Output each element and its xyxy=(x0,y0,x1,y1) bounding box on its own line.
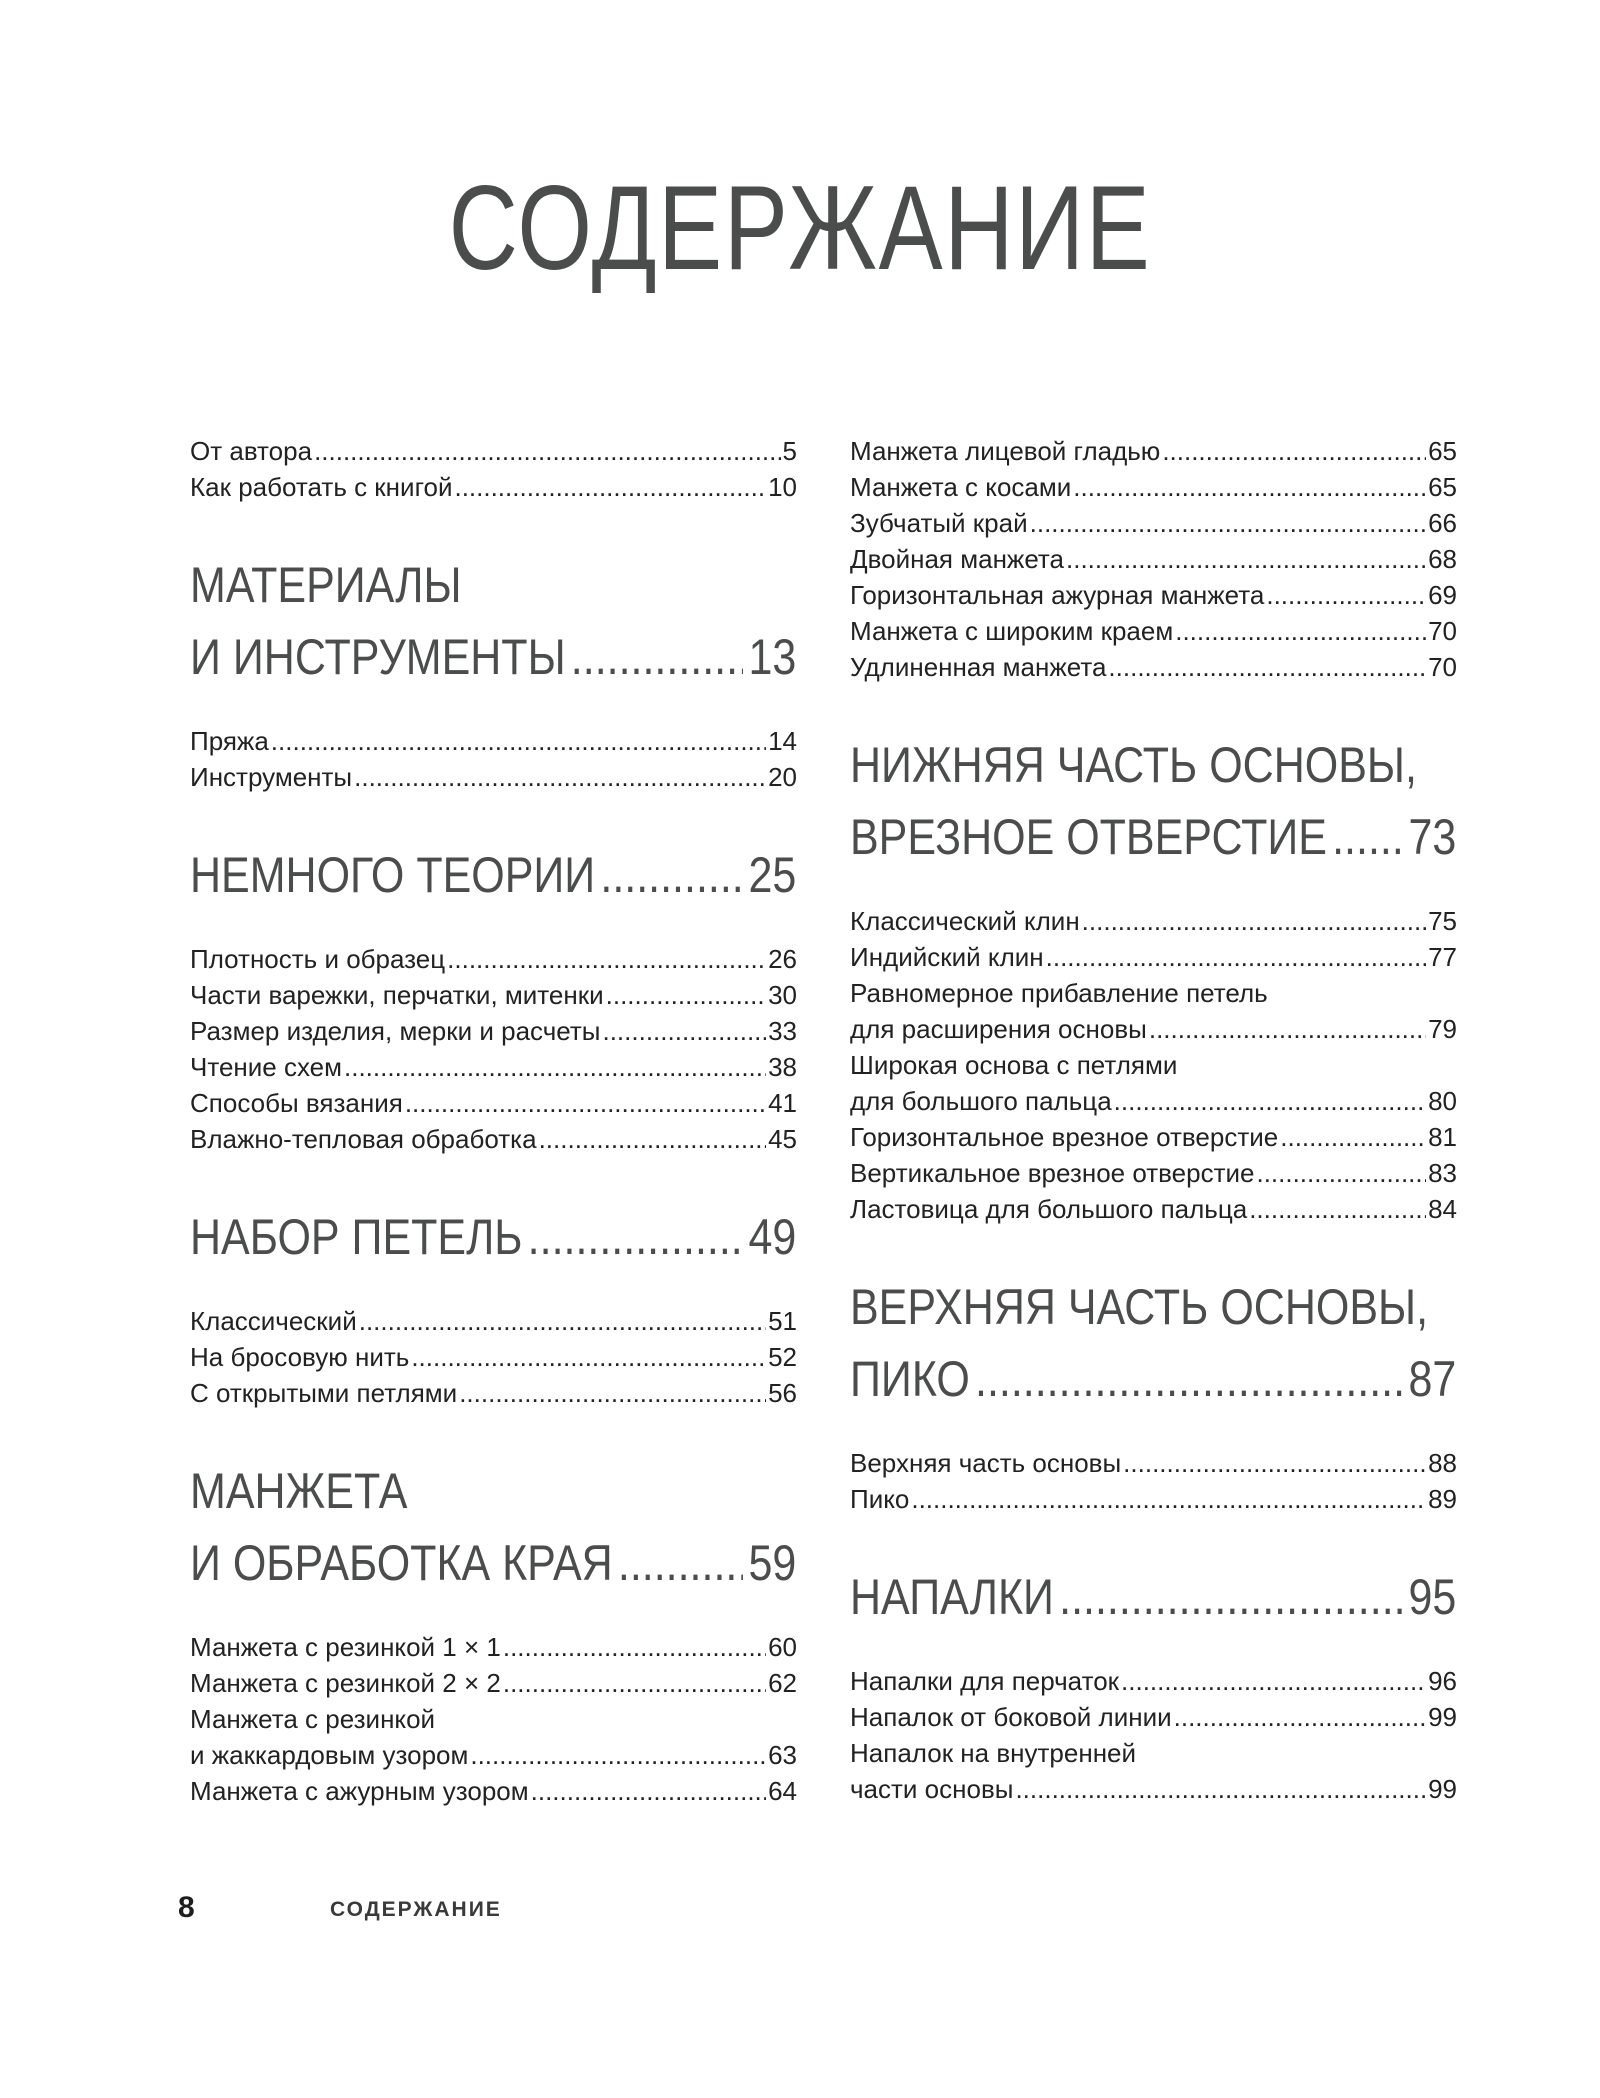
dot-leader xyxy=(1249,1191,1426,1227)
dot-leader xyxy=(447,941,766,977)
toc-entry-label: Манжета с резинкой 1 × 1 xyxy=(190,1632,501,1662)
section-page: 49 xyxy=(748,1209,797,1265)
section-title-line: МАНЖЕТА xyxy=(190,1463,408,1519)
dot-leader xyxy=(1256,1155,1426,1191)
toc-entry-label: Зубчатый край xyxy=(850,508,1028,538)
toc-entry-page: 79 xyxy=(1428,1014,1457,1044)
toc-entry[interactable] xyxy=(850,939,1457,975)
running-head: СОДЕРЖАНИЕ xyxy=(330,1898,502,1921)
toc-entry[interactable] xyxy=(850,903,1457,939)
toc-entry-line: Напалок на внутренней xyxy=(850,1738,1137,1768)
toc-entry-page: 38 xyxy=(768,1052,797,1082)
dot-leader xyxy=(1059,1561,1403,1633)
toc-entry-page: 5 xyxy=(782,436,797,466)
toc-entry-label: Размер изделия, мерки и расчеты xyxy=(190,1016,601,1046)
section-title: И ИНСТРУМЕНТЫ xyxy=(190,629,566,685)
toc-entry-label: для расширения основы xyxy=(850,1014,1147,1044)
toc-entry[interactable] xyxy=(850,1155,1457,1191)
section-title-last-line xyxy=(190,1527,796,1599)
dot-leader xyxy=(600,839,743,911)
toc-entry-page: 69 xyxy=(1428,580,1457,610)
toc-entry[interactable] xyxy=(190,1629,797,1665)
toc-entry-label: Удлиненная манжета xyxy=(850,652,1107,682)
toc-right-column xyxy=(850,433,1457,1807)
page-title: СОДЕРЖАНИЕ xyxy=(448,161,1152,295)
toc-entry[interactable] xyxy=(850,505,1457,541)
toc-entry-page: 99 xyxy=(1428,1774,1457,1804)
toc-entry[interactable] xyxy=(190,1303,797,1339)
section-title-line: ВЕРХНЯЯ ЧАСТЬ ОСНОВЫ, xyxy=(850,1279,1429,1335)
toc-entry-label: Напалки для перчаток xyxy=(850,1666,1120,1696)
toc-entry-label: Способы вязания xyxy=(190,1088,403,1118)
toc-entry[interactable] xyxy=(850,1119,1457,1155)
toc-entry-page: 99 xyxy=(1428,1702,1457,1732)
section-heading[interactable] xyxy=(850,1271,1456,1415)
toc-entry[interactable] xyxy=(190,1773,797,1809)
toc-entry-label: Как работать с книгой xyxy=(190,472,453,502)
toc-entry-line: Манжета с резинкой xyxy=(190,1704,436,1734)
section-title-last-line xyxy=(190,1201,796,1273)
toc-entry[interactable] xyxy=(850,1445,1457,1481)
toc-entry[interactable] xyxy=(190,433,797,469)
dot-leader xyxy=(1082,903,1426,939)
section-page: 59 xyxy=(748,1535,797,1591)
dot-leader xyxy=(271,723,766,759)
page-number: 8 xyxy=(178,1891,195,1924)
toc-entry-page: 81 xyxy=(1428,1122,1457,1152)
toc-entry[interactable] xyxy=(190,1339,797,1375)
toc-entry-page: 30 xyxy=(768,980,797,1010)
toc-entry-page: 70 xyxy=(1428,652,1457,682)
toc-entry[interactable] xyxy=(850,649,1457,685)
toc-entry-label: Двойная манжета xyxy=(850,544,1064,574)
toc-entry-page: 70 xyxy=(1428,616,1457,646)
toc-entry[interactable] xyxy=(850,613,1457,649)
toc-entry[interactable] xyxy=(190,1085,797,1121)
toc-entry-page: 84 xyxy=(1428,1194,1457,1224)
dot-leader xyxy=(618,1527,743,1599)
toc-entry-page: 62 xyxy=(768,1668,797,1698)
dot-leader xyxy=(405,1085,766,1121)
toc-entry-label: Классический xyxy=(190,1306,357,1336)
toc-entry-label: Горизонтальное врезное отверстие xyxy=(850,1122,1279,1152)
toc-entry[interactable] xyxy=(850,577,1457,613)
section-title-line: НИЖНЯЯ ЧАСТЬ ОСНОВЫ, xyxy=(850,737,1417,793)
toc-entry[interactable] xyxy=(190,723,797,759)
toc-entry[interactable] xyxy=(190,1121,797,1157)
toc-entry-page: 75 xyxy=(1428,906,1457,936)
toc-entry-line: Широкая основа с петлями xyxy=(850,1050,1178,1080)
dot-leader xyxy=(1015,1771,1426,1807)
dot-leader xyxy=(1149,1011,1426,1047)
toc-entry[interactable] xyxy=(850,433,1457,469)
section-title: И ОБРАБОТКА КРАЯ xyxy=(190,1535,613,1591)
toc-entry-page: 20 xyxy=(768,762,797,792)
dot-leader xyxy=(1066,541,1426,577)
toc-entry[interactable] xyxy=(850,1481,1457,1517)
toc-entry-page: 89 xyxy=(1428,1484,1457,1514)
section-heading[interactable] xyxy=(190,549,796,693)
section-page: 73 xyxy=(1408,809,1457,865)
toc-entry-page: 56 xyxy=(768,1378,797,1408)
dot-leader xyxy=(1030,505,1426,541)
dot-leader xyxy=(354,759,766,795)
dot-leader xyxy=(503,1665,766,1701)
dot-leader xyxy=(1174,1699,1426,1735)
dot-leader xyxy=(1332,801,1403,873)
toc-entry[interactable] xyxy=(850,469,1457,505)
toc-entry-page: 65 xyxy=(1428,436,1457,466)
toc-entry-label: Индийский клин xyxy=(850,942,1044,972)
toc-entry-page: 80 xyxy=(1428,1086,1457,1116)
dot-leader xyxy=(911,1481,1426,1517)
dot-leader xyxy=(503,1629,766,1665)
toc-entry-label: Классический клин xyxy=(850,906,1080,936)
toc-entry[interactable] xyxy=(850,1191,1457,1227)
dot-leader xyxy=(1266,577,1426,613)
toc-entry[interactable] xyxy=(850,541,1457,577)
toc-entry[interactable] xyxy=(190,977,797,1013)
dot-leader xyxy=(411,1339,766,1375)
dot-leader xyxy=(539,1121,767,1157)
toc-entry-label: Вертикальное врезное отверстие xyxy=(850,1158,1255,1188)
toc-entry-page: 14 xyxy=(768,726,797,756)
toc-entry-page: 10 xyxy=(768,472,797,502)
section-heading[interactable] xyxy=(850,1561,1456,1633)
toc-entry-page: 66 xyxy=(1428,508,1457,538)
section-title-last-line xyxy=(850,1343,1456,1415)
toc-entry-label: Напалок от боковой линии xyxy=(850,1702,1172,1732)
section-title-line: МАТЕРИАЛЫ xyxy=(190,557,462,613)
dot-leader xyxy=(1123,1445,1426,1481)
toc-entry-label: Пико xyxy=(850,1484,910,1514)
toc-entry-label: Манжета с резинкой 2 × 2 xyxy=(190,1668,501,1698)
dot-leader xyxy=(314,433,780,469)
dot-leader xyxy=(1175,613,1426,649)
dot-leader xyxy=(1280,1119,1426,1155)
section-heading[interactable] xyxy=(850,729,1456,873)
toc-entry[interactable] xyxy=(190,941,797,977)
toc-entry[interactable] xyxy=(190,1049,797,1085)
toc-entry-label: и жаккардовым узором xyxy=(190,1740,469,1770)
section-title-last-line xyxy=(850,1561,1456,1633)
toc-left-column xyxy=(190,433,797,1809)
dot-leader xyxy=(1121,1663,1426,1699)
dot-leader xyxy=(975,1343,1403,1415)
dot-leader xyxy=(459,1375,766,1411)
dot-leader xyxy=(344,1049,766,1085)
toc-entry[interactable] xyxy=(190,1013,797,1049)
toc-entry[interactable] xyxy=(850,1771,1457,1807)
dot-leader xyxy=(1162,433,1426,469)
dot-leader xyxy=(1073,469,1426,505)
section-page: 25 xyxy=(748,847,797,903)
toc-entry[interactable] xyxy=(850,1011,1457,1047)
section-page: 13 xyxy=(748,629,797,685)
dot-leader xyxy=(1046,939,1426,975)
toc-entry[interactable] xyxy=(190,469,797,505)
toc-entry-label: Пряжа xyxy=(190,726,269,756)
toc-entry-page: 60 xyxy=(768,1632,797,1662)
toc-entry-page: 65 xyxy=(1428,472,1457,502)
dot-leader xyxy=(606,977,766,1013)
toc-entry-page: 88 xyxy=(1428,1448,1457,1478)
toc-entry[interactable] xyxy=(190,1665,797,1701)
toc-entry[interactable] xyxy=(190,1375,797,1411)
section-title: ПИКО xyxy=(850,1351,970,1407)
toc-entry-page: 51 xyxy=(768,1306,797,1336)
dot-leader xyxy=(531,1773,766,1809)
toc-entry-page: 33 xyxy=(768,1016,797,1046)
toc-entry-page: 68 xyxy=(1428,544,1457,574)
section-title-last-line xyxy=(850,801,1456,873)
toc-entry[interactable] xyxy=(190,1737,797,1773)
toc-entry-label: Влажно-тепловая обработка xyxy=(190,1124,537,1154)
dot-leader xyxy=(359,1303,766,1339)
section-title-last-line xyxy=(190,839,796,911)
toc-entry-page: 41 xyxy=(768,1088,797,1118)
toc-entry-label: Чтение схем xyxy=(190,1052,343,1082)
section-title: ВРЕЗНОЕ ОТВЕРСТИЕ xyxy=(850,809,1327,865)
section-heading[interactable] xyxy=(190,839,796,911)
toc-entry-label: Манжета лицевой гладью xyxy=(850,436,1161,466)
toc-entry-label: части основы xyxy=(850,1774,1014,1804)
toc-entry[interactable] xyxy=(190,759,797,795)
toc-entry-label: Горизонтальная ажурная манжета xyxy=(850,580,1265,610)
toc-entry-page: 96 xyxy=(1428,1666,1457,1696)
section-page: 87 xyxy=(1408,1351,1457,1407)
toc-entry[interactable] xyxy=(850,1663,1457,1699)
toc-entry-page: 26 xyxy=(768,944,797,974)
dot-leader xyxy=(1114,1083,1426,1119)
toc-entry[interactable] xyxy=(850,1699,1457,1735)
toc-entry-label: С открытыми петлями xyxy=(190,1378,458,1408)
section-title: НЕМНОГО ТЕОРИИ xyxy=(190,847,596,903)
toc-entry-label: для большого пальца xyxy=(850,1086,1112,1116)
toc-entry-label: Манжета с широким краем xyxy=(850,616,1174,646)
toc-entry-label: На бросовую нить xyxy=(190,1342,410,1372)
toc-entry-label: Ластовица для большого пальца xyxy=(850,1194,1248,1224)
toc-entry-label: Части варежки, перчатки, митенки xyxy=(190,980,604,1010)
toc-entry-label: Манжета с косами xyxy=(850,472,1072,502)
section-title-last-line xyxy=(190,621,796,693)
dot-leader xyxy=(470,1737,766,1773)
dot-leader xyxy=(528,1201,744,1273)
toc-entry-label: От автора xyxy=(190,436,313,466)
dot-leader xyxy=(571,621,743,693)
section-heading[interactable] xyxy=(190,1201,796,1273)
section-title: НАПАЛКИ xyxy=(850,1569,1054,1625)
dot-leader xyxy=(1108,649,1426,685)
toc-entry-label: Инструменты xyxy=(190,762,353,792)
toc-entry-page: 77 xyxy=(1428,942,1457,972)
toc-entry-page: 52 xyxy=(768,1342,797,1372)
section-title: НАБОР ПЕТЕЛЬ xyxy=(190,1209,523,1265)
toc-entry-line: Равномерное прибавление петель xyxy=(850,978,1268,1008)
dot-leader xyxy=(454,469,766,505)
toc-entry-page: 64 xyxy=(768,1776,797,1806)
section-page: 95 xyxy=(1408,1569,1457,1625)
toc-entry-page: 45 xyxy=(768,1124,797,1154)
toc-entry-label: Манжета с ажурным узором xyxy=(190,1776,529,1806)
toc-entry[interactable] xyxy=(850,1083,1457,1119)
toc-entry-label: Верхняя часть основы xyxy=(850,1448,1122,1478)
section-heading[interactable] xyxy=(190,1455,796,1599)
dot-leader xyxy=(602,1013,766,1049)
toc-entry-label: Плотность и образец xyxy=(190,944,446,974)
toc-entry-page: 63 xyxy=(768,1740,797,1770)
toc-entry-page: 83 xyxy=(1428,1158,1457,1188)
